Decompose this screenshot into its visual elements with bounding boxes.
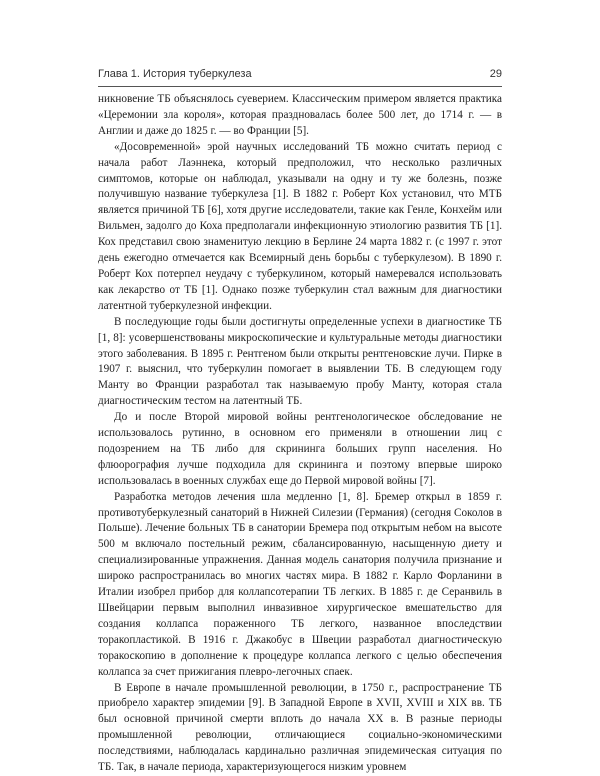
- body-text: [98, 92, 502, 776]
- paragraph: «Досовременной» эрой научных исследований ТБ можно считать период с начала работ Лаэннека, который предположил, что несколько различных симптомов, которые он наблюдал, указывали на одну и ту же болезнь, позже получившую название туберкулеза [1]. В 1882 г. Роберт Кох установил, что МТБ является причиной ТБ [6], хотя другие исследователи, такие как Генле, Конхейм или Вильмен, задолго до Коха предполагали инфекционную этиологию развития ТБ [1]. Кох представил свою знаменитую лекцию в Берлине 24 марта 1882 г. (с 1997 г. этот день ежегодно отмечается как Всемирный день борьбы с туберкулезом). В 1890 г. Роберт Кох потерпел неудачу с туберкулином, который намеревался использовать как лекарство от ТБ [1]. Однако позже туберкулин стал важным для диагностики латентной туберкулезной инфекции.: [98, 140, 502, 312]
- paragraph: В Европе в начале промышленной революции, в 1750 г., распространение ТБ приобрело характер эпидемии [9]. В Западной Европе в XVII, XVIII и XIX вв. ТБ был основной причиной смерти вплоть до начала XX в. В разные периоды промышленной революции, отличающиеся социально-экономическими последствиями, наблюдалась кардинально различная эпидемическая ситуация по ТБ. Так, в начале периода, характеризующегося низким уровнем: [98, 681, 502, 774]
- paragraph: До и после Второй мировой войны рентгенологическое обследование не использовалось рутинно, в основном его применяли в отношении лиц с подозрением на ТБ либо для скрининга больших групп населения. Но флюорография лучше подходила для скрининга и поэтому впервые широко использовалась в военных службах еще до Первой мировой войны [7].: [98, 411, 502, 487]
- chapter-title: Глава 1. История туберкулеза: [98, 68, 252, 80]
- page-number: 29: [489, 68, 502, 80]
- header-divider: [98, 86, 502, 87]
- paragraph: никновение ТБ объяснялось суеверием. Классическим примером является практика «Церемонии зла короля», которая праздновалась более 500 лет, до 1714 г. — в Англии и даже до 1825 г. — во Франции [5].: [98, 93, 502, 137]
- paragraph: В последующие годы были достигнуты определенные успехи в диагностике ТБ [1, 8]: усовершенствованы микроскопические и культуральные методы диагностики этого заболевания. В 1895 г. Рентгеном были открыты рентгеновские лучи. Пирке в 1907 г. выяснил, что туберкулин помогает в выявлении ТБ. В следующем году Манту во Франции разработал так называемую пробу Манту, которая стала диагностическим тестом на латентный ТБ.: [98, 315, 502, 408]
- running-header: [98, 68, 502, 80]
- paragraph: Разработка методов лечения шла медленно [1, 8]. Бремер открыл в 1859 г. противотуберкулезный санаторий в Нижней Силезии (Германия) (сегодня Соколов в Польше). Лечение больных ТБ в санатории Бремера под открытым небом на высоте 500 м включало постельный режим, сбалансированную, насыщенную диету и специализированные упражнения. Данная модель санатория получила признание и широко распространилась во многих частях мира. В 1882 г. Карло Форланини в Италии изобрел прибор для коллапсотерапии ТБ легких. В 1885 г. де Серанвиль в Швейцарии первым выполнил инвазивное хирургическое вмешательство для создания коллапса пораженного ТБ легкого, названное впоследствии торакопластикой. В 1916 г. Джакобус в Швеции разработал диагностическую торакоскопию в дополнение к процедуре коллапса легкого с целью обеспечения коллапса за счет прижигания плевро-легочных спаек.: [98, 490, 502, 678]
